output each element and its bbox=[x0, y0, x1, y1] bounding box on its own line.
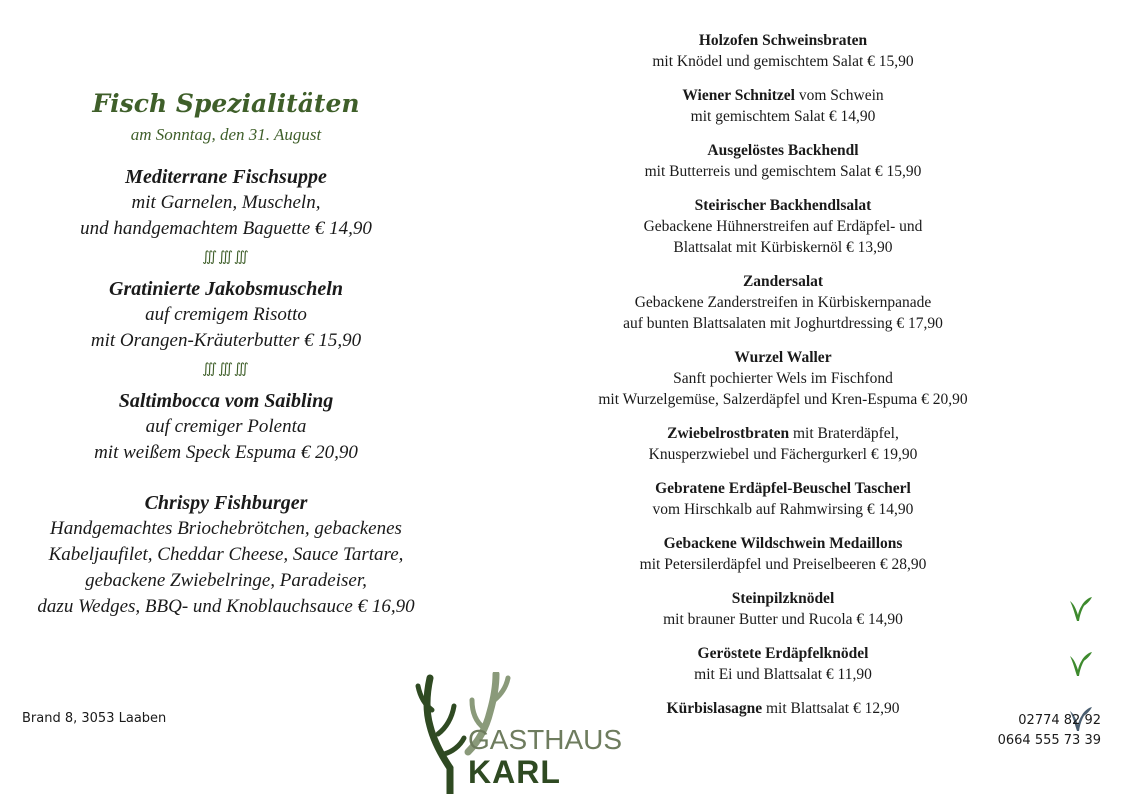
menu-item bbox=[575, 533, 991, 575]
menu-item-title-line bbox=[575, 140, 991, 161]
menu-item-name-suffix: mit Blattsalat € 12,90 bbox=[762, 700, 900, 717]
menu-item-description: Blattsalat mit Kürbiskernöl € 13,90 bbox=[673, 239, 893, 256]
phone-numbers bbox=[998, 711, 1101, 751]
menu-item-title-line bbox=[575, 478, 991, 499]
menu-item bbox=[575, 347, 991, 410]
menu-item-title-line bbox=[575, 195, 991, 216]
phone-mobile: 0664 555 73 39 bbox=[997, 733, 1101, 748]
ornament-divider: ∭∭∭ bbox=[202, 249, 250, 265]
section-spacer bbox=[20, 466, 432, 490]
menu-item bbox=[575, 271, 991, 334]
menu-item-title-line bbox=[575, 588, 991, 609]
menu-item-name: Wiener Schnitzel bbox=[682, 87, 795, 104]
menu-item-name-suffix: vom Schwein bbox=[794, 87, 884, 104]
fisch-dish bbox=[20, 490, 432, 620]
menu-item-name: Wurzel Waller bbox=[734, 349, 832, 366]
menu-item-name: Steinpilzknödel bbox=[731, 590, 835, 607]
fisch-dish bbox=[20, 388, 432, 466]
fisch-dish bbox=[20, 276, 432, 354]
fisch-dish bbox=[20, 164, 432, 242]
menu-item-title-line bbox=[575, 347, 991, 368]
menu-item-description: Gebackene Zanderstreifen in Kürbiskernpanade bbox=[634, 294, 932, 311]
fisch-dish-description: Handgemachtes Briochebrötchen, gebackenes bbox=[50, 518, 402, 539]
menu-item-title-line bbox=[575, 643, 991, 664]
menu-item-description: mit Butterreis und gemischtem Salat € 15,90 bbox=[644, 163, 922, 180]
menu-item-description: Knusperzwiebel und Fächergurkerl € 19,90 bbox=[648, 446, 918, 463]
logo-text-karl: KARL bbox=[468, 754, 561, 790]
menu-item-description: mit brauner Butter und Rucola € 14,90 bbox=[663, 611, 903, 628]
fisch-dish-description: mit Orangen-Kräuterbutter € 15,90 bbox=[90, 330, 362, 351]
address: Brand 8, 3053 Laaben bbox=[22, 711, 167, 726]
menu-item-name: Steirischer Backhendlsalat bbox=[694, 197, 872, 214]
menu-item-name: Kürbislasagne bbox=[666, 700, 763, 717]
fisch-dish-name: Gratinierte Jakobsmuscheln bbox=[109, 278, 343, 300]
fisch-dish-list bbox=[20, 164, 432, 620]
fisch-title: Fisch Spezialitäten bbox=[92, 89, 360, 118]
fisch-dish-description: und handgemachtem Baguette € 14,90 bbox=[80, 218, 372, 239]
menu-item-name: Zandersalat bbox=[742, 273, 824, 290]
fisch-dish-name: Mediterrane Fischsuppe bbox=[125, 166, 327, 188]
ornament-divider: ∭∭∭ bbox=[202, 361, 250, 377]
menu-item-name: Gebackene Wildschwein Medaillons bbox=[663, 535, 903, 552]
menu-item-name-suffix: mit Braterdäpfel, bbox=[789, 425, 899, 442]
menu-item-description: mit gemischtem Salat € 14,90 bbox=[690, 108, 876, 125]
fisch-dish-description: gebackene Zwiebelringe, Paradeiser, bbox=[85, 570, 367, 591]
logo-text-gasthaus: GASTHAUS bbox=[468, 724, 623, 755]
fisch-dish-description: auf cremiger Polenta bbox=[145, 416, 307, 437]
menu-item bbox=[575, 195, 991, 258]
menu-item-title-line bbox=[575, 85, 991, 106]
menu-item-title-line bbox=[575, 271, 991, 292]
menu-item-description: vom Hirschkalb auf Rahmwirsing € 14,90 bbox=[652, 501, 914, 518]
menu-item-name: Geröstete Erdäpfelknödel bbox=[697, 645, 869, 662]
main-menu bbox=[575, 30, 991, 732]
menu-item-title-line bbox=[575, 423, 991, 444]
fisch-dish-description: dazu Wedges, BBQ- und Knoblauchsauce € 16,90 bbox=[37, 596, 415, 617]
fisch-dish-name: Chrispy Fishburger bbox=[144, 492, 308, 514]
menu-item-description: mit Wurzelgemüse, Salzerdäpfel und Kren-Espuma € 20,90 bbox=[598, 391, 968, 408]
fisch-specials-section bbox=[20, 86, 432, 620]
menu-item-description: auf bunten Blattsalaten mit Joghurtdressing € 17,90 bbox=[623, 315, 943, 332]
menu-item-description: mit Knödel und gemischtem Salat € 15,90 bbox=[652, 53, 914, 70]
menu-item bbox=[575, 30, 991, 72]
fisch-dish-description: mit weißem Speck Espuma € 20,90 bbox=[94, 442, 358, 463]
menu-item-name: Holzofen Schweinsbraten bbox=[698, 32, 868, 49]
gasthaus-logo bbox=[412, 672, 642, 794]
menu-item bbox=[575, 478, 991, 520]
fisch-dish-description: mit Garnelen, Muscheln, bbox=[131, 192, 321, 213]
vegetarian-leaf-icon bbox=[1067, 650, 1093, 678]
menu-item-title-line bbox=[575, 30, 991, 51]
menu-item-name: Gebratene Erdäpfel-Beuschel Tascherl bbox=[655, 480, 911, 497]
menu-item-description: mit Petersilerdäpfel und Preiselbeeren € 28,90 bbox=[639, 556, 927, 573]
fisch-subtitle: am Sonntag, den 31. August bbox=[130, 125, 322, 144]
menu-item-name: Zwiebelrostbraten bbox=[667, 425, 790, 442]
fisch-dish-description: auf cremigem Risotto bbox=[145, 304, 307, 325]
fisch-dish-description: Kabeljaufilet, Cheddar Cheese, Sauce Tartare, bbox=[48, 544, 404, 565]
fisch-dish-name: Saltimbocca vom Saibling bbox=[118, 390, 334, 412]
vegetarian-leaf-icon bbox=[1067, 595, 1093, 623]
menu-item-description: Gebackene Hühnerstreifen auf Erdäpfel- und bbox=[643, 218, 923, 235]
menu-item bbox=[575, 85, 991, 127]
menu-item bbox=[575, 588, 991, 630]
menu-item-name: Ausgelöstes Backhendl bbox=[707, 142, 859, 159]
menu-item-description: mit Ei und Blattsalat € 11,90 bbox=[694, 666, 872, 683]
menu-item-description: Sanft pochierter Wels im Fischfond bbox=[673, 370, 893, 387]
menu-item bbox=[575, 423, 991, 465]
phone-landline: 02774 82 92 bbox=[1018, 713, 1101, 728]
menu-item bbox=[575, 140, 991, 182]
menu-item-title-line bbox=[575, 533, 991, 554]
